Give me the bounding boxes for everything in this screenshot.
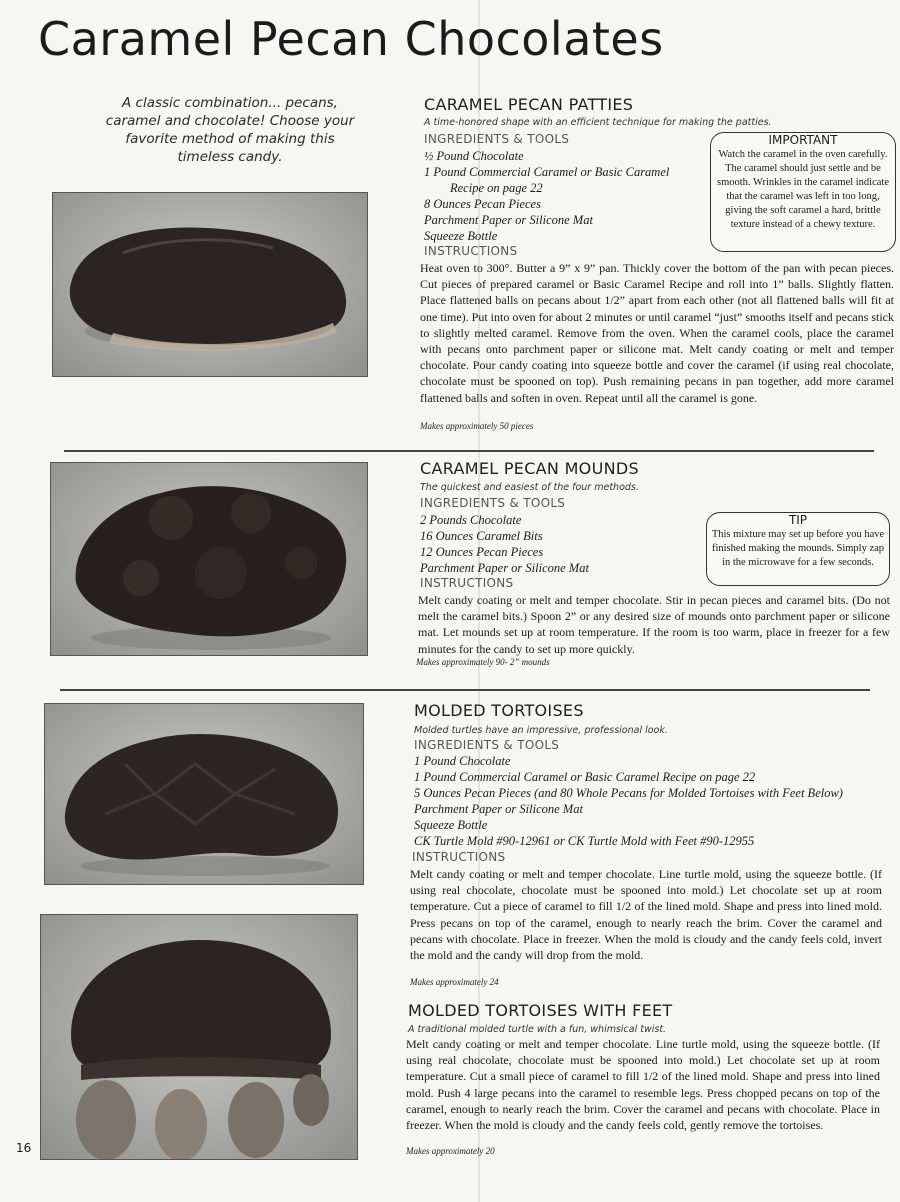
photo-molded-tortoise-with-feet xyxy=(40,914,358,1160)
section-divider xyxy=(60,689,870,691)
instructions-text-molded-tortoises: Melt candy coating or melt and temper chocolate. Line turtle mold, using the squeeze bottle. (If using real chocolate, chocolate must be spooned into mold.) Let chocolate set up at room temperature. Cut a piece of caramel to fill 1/2 of the lined mold. Shape and press into lined mold. Press pecans on top of the caramel, enough to nearly reach the brim. Cover the caramel and pecans with chocolate. Place in freezer. When the mold is cloudy and the candy feels cold, invert the mold and the candy will drop from the mold. xyxy=(410,867,882,963)
ingredient-item: Parchment Paper or Silicone Mat xyxy=(414,802,583,816)
section-subtitle-patties: A time-honored shape with an efficient technique for making the patties. xyxy=(424,117,772,128)
note-box-text: Watch the caramel in the oven carefully. The caramel should just settle and be smooth. Wrinkles in the caramel indicate that the caramel was left in too long, giving the soft caramel a hard, brittle texture instead of a chewy texture. xyxy=(717,149,889,230)
page-title: Caramel Pecan Chocolates xyxy=(38,12,664,66)
ingredient-item: 16 Ounces Caramel Bits xyxy=(420,529,543,543)
yield-text-mounds: Makes approximately 90- 2” mounds xyxy=(416,657,550,667)
ingredient-item: 1 Pound Chocolate xyxy=(414,754,511,768)
instructions-text-patties: Heat oven to 300°. Butter a 9” x 9” pan. Thickly cover the bottom of the pan with pecan pieces. Cut pieces of prepared caramel or Basic Caramel Recipe and roll into 1” balls. Slightly flatten. Place flattened balls on pecans about 1/2” apart from each other (not all flattened balls will fit at one time). Put into oven for about 2 minutes or until caramel “just” smooths itself and pecans stick to slightly melted caramel. Remove from the oven. When the caramel cools, place the caramel with pecans onto parchment paper or silicone mat. Melt candy coating or melt and temper chocolate. Pour candy coating into squeeze bottle and cover the caramel (if using real chocolate, chocolate must be spooned on top). Push remaining pecans in pan together, add more caramel flattened balls and soften in oven. Repeat until all the caramel is gone. xyxy=(420,261,894,405)
section-title-tortoises-with-feet: MOLDED TORTOISES WITH FEET xyxy=(408,1001,673,1020)
instructions-text-mounds: Melt candy coating or melt and temper chocolate. Stir in pecan pieces and caramel bits. (Do not melt the caramel bits.) Spoon 2” or any desired size of mounds onto parchment paper or silicone mat. Let mounds set up at room temperature. If the room is too warm, place in freezer for a few minutes for the candy to set up more quickly. xyxy=(418,593,890,656)
note-box-important xyxy=(710,132,896,252)
ingredients-list-molded-tortoises xyxy=(414,753,843,849)
ingredient-item: Squeeze Bottle xyxy=(414,818,488,832)
yield-text-patties: Makes approximately 50 pieces xyxy=(420,421,534,431)
photo-molded-tortoise xyxy=(44,703,364,885)
ingredient-item: ½ Pound Chocolate xyxy=(424,149,524,163)
instructions-header-mounds: INSTRUCTIONS xyxy=(420,576,514,590)
page-intro: A classic combination... pecans, caramel and chocolate! Choose your favorite method of making this timeless candy. xyxy=(105,95,355,165)
ingredients-header-mounds: INGREDIENTS & TOOLS xyxy=(420,496,566,510)
instructions-text-tortoises-with-feet: Melt candy coating or melt and temper chocolate. Line turtle mold, using the squeeze bottle. (If using real chocolate, chocolate must be spooned into mold.) Let chocolate set up at room temperature. Cut a small piece of caramel to fill 1/2 of the lined mold. Shape and press into lined mold. Push 4 large pecans into the caramel to resemble legs. Press chopped pecans on top of the caramel, enough to nearly reach the brim. Cover the caramel and pecans with chocolate. Place in freezer. When the mold is cloudy and the candy feels cold, gently remove the tortoises. xyxy=(406,1037,880,1133)
ingredients-header-patties: INGREDIENTS & TOOLS xyxy=(424,132,570,146)
ingredients-header-molded-tortoises: INGREDIENTS & TOOLS xyxy=(414,738,560,752)
page-number: 16 xyxy=(16,1141,32,1155)
ingredient-item: 2 Pounds Chocolate xyxy=(420,513,522,527)
ingredient-item: 8 Ounces Pecan Pieces xyxy=(424,197,541,211)
ingredient-item: Parchment Paper or Silicone Mat xyxy=(424,213,593,227)
photo-caramel-pecan-mound xyxy=(50,462,368,656)
section-title-molded-tortoises: MOLDED TORTOISES xyxy=(414,701,584,720)
instructions-header-molded-tortoises: INSTRUCTIONS xyxy=(412,850,506,864)
section-title-patties: CARAMEL PECAN PATTIES xyxy=(424,95,634,114)
note-box-tip xyxy=(706,512,890,586)
section-title-mounds: CARAMEL PECAN MOUNDS xyxy=(420,459,639,478)
ingredients-list-mounds xyxy=(420,512,589,576)
section-subtitle-mounds: The quickest and easiest of the four methods. xyxy=(420,482,639,493)
instructions-header-patties: INSTRUCTIONS xyxy=(424,244,518,258)
note-box-title: IMPORTANT xyxy=(768,133,838,147)
ingredient-item: 1 Pound Commercial Caramel or Basic Caramel xyxy=(424,165,670,179)
ingredient-item: Recipe on page 22 xyxy=(450,181,543,195)
ingredient-item: 12 Ounces Pecan Pieces xyxy=(420,545,544,559)
section-subtitle-molded-tortoises: Molded turtles have an impressive, professional look. xyxy=(414,725,668,736)
ingredient-item: 5 Ounces Pecan Pieces (and 80 Whole Pecans for Molded Tortoises with Feet Below) xyxy=(414,786,843,800)
section-divider xyxy=(64,450,874,452)
yield-text-tortoises-with-feet: Makes approximately 20 xyxy=(406,1146,495,1156)
note-box-title: TIP xyxy=(788,513,808,527)
section-subtitle-tortoises-with-feet: A traditional molded turtle with a fun, whimsical twist. xyxy=(408,1024,667,1035)
ingredient-item: Squeeze Bottle xyxy=(424,229,498,243)
ingredient-item: CK Turtle Mold #90-12961 or CK Turtle Mold with Feet #90-12955 xyxy=(414,834,755,848)
ingredients-list-patties xyxy=(424,148,669,244)
photo-caramel-pecan-patty xyxy=(52,192,368,377)
yield-text-molded-tortoises: Makes approximately 24 xyxy=(410,977,499,987)
ingredient-item: Parchment Paper or Silicone Mat xyxy=(420,561,589,575)
note-box-text: This mixture may set up before you have finished making the mounds. Simply zap in the microwave for a few seconds. xyxy=(711,529,885,568)
ingredient-item: 1 Pound Commercial Caramel or Basic Caramel Recipe on page 22 xyxy=(414,770,756,784)
